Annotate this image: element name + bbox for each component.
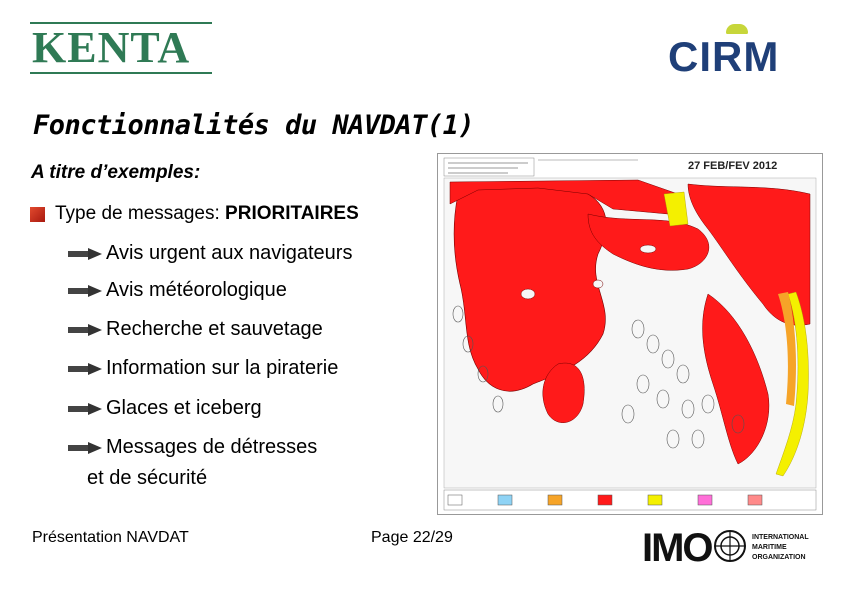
arrow-bullet-icon: [68, 403, 102, 415]
list-item-text: Avis météorologique: [106, 279, 287, 301]
footer-presentation-title: Présentation NAVDAT: [32, 529, 189, 546]
footer-page-number: Page 22/29: [371, 529, 453, 546]
cirm-logo-text: CIRM: [668, 33, 780, 80]
cirm-logo: [666, 24, 808, 80]
kenta-logo: [30, 22, 212, 74]
imo-logo-letters: IMO: [642, 526, 712, 570]
arrow-bullet-icon: [68, 285, 102, 297]
ice-chart-graphic: [438, 154, 822, 514]
bullet-label: Type de messages:: [55, 203, 226, 224]
imo-org-line: MARITIME: [752, 544, 787, 551]
map-date-label: 27 FEB/FEV 2012: [688, 160, 778, 172]
arrow-bullet-icon: [68, 363, 102, 375]
slide-title: Fonctionnalités du NAVDAT(1): [33, 110, 475, 141]
kenta-logo-text: KENTA: [32, 23, 191, 72]
imo-org-name: [752, 533, 809, 563]
arrow-bullet-icon: [68, 442, 102, 454]
main-bullet-text: [55, 203, 359, 225]
list-item-text: Glaces et iceberg: [106, 397, 262, 419]
imo-logo: [642, 524, 812, 572]
list-item-continuation: et de sécurité: [87, 467, 208, 489]
slide-subtitle: A titre d’exemples:: [31, 162, 201, 183]
list-item-text: Recherche et sauvetage: [106, 318, 323, 340]
arrow-bullet-icon: [68, 248, 102, 260]
bullet-bold: PRIORITAIRES: [225, 203, 359, 224]
imo-org-line: INTERNATIONAL: [752, 534, 809, 541]
list-item-text: Avis urgent aux navigateurs: [106, 242, 353, 264]
square-bullet-icon: [30, 207, 45, 222]
list-item-text: Messages de détresses: [106, 436, 318, 458]
globe-emblem-icon: [714, 530, 746, 562]
logo-bottom-rule: [30, 72, 212, 74]
arrow-bullet-icon: [68, 324, 102, 336]
imo-org-line: ORGANIZATION: [752, 554, 806, 561]
ice-chart-map: [437, 153, 823, 515]
list-item-text: Information sur la piraterie: [106, 357, 339, 379]
